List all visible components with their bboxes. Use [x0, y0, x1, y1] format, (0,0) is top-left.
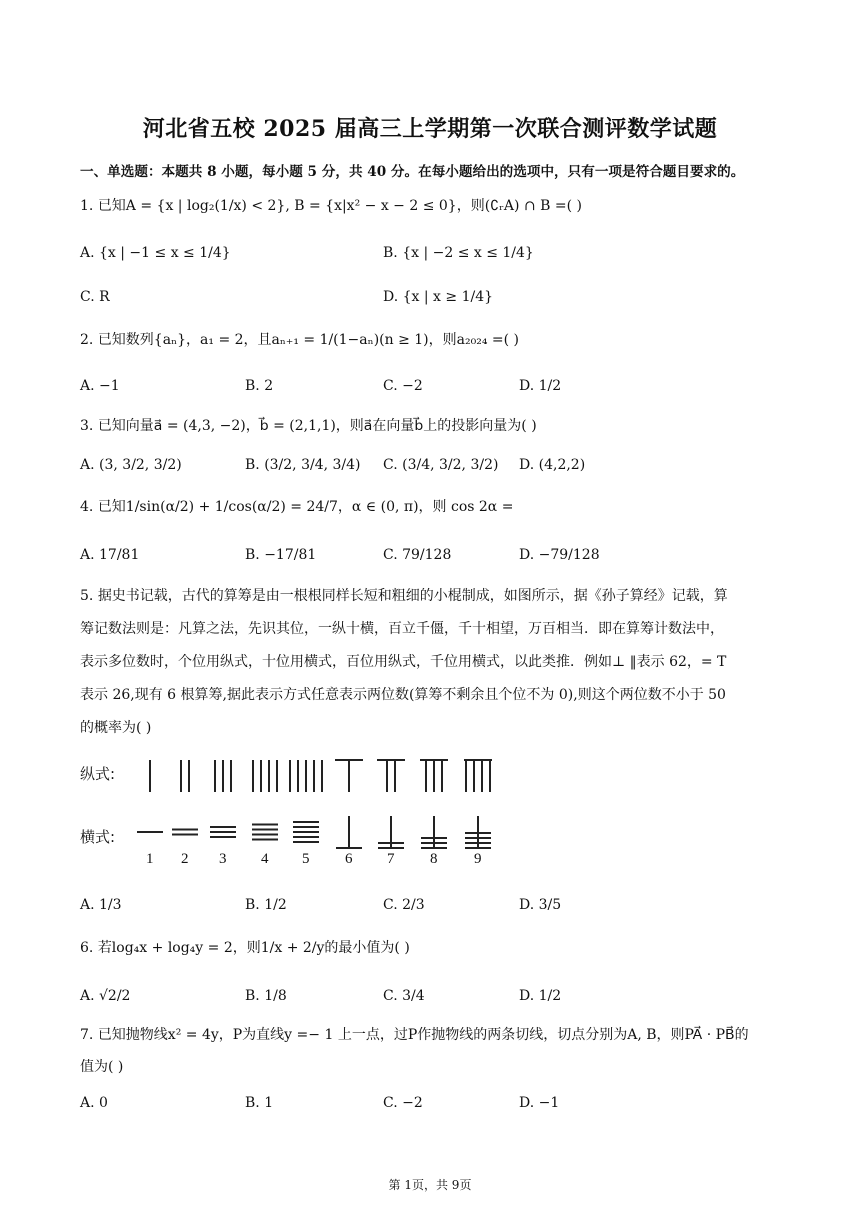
- q4-option-b: B. −17/81: [245, 547, 317, 563]
- q7-option-c: C. −2: [383, 1095, 423, 1111]
- horizontal-form-label: 横式:: [80, 828, 116, 846]
- rod-digit-label: 1: [146, 851, 154, 867]
- rod-digit-label: 4: [261, 851, 269, 867]
- question-6-stem: 若log₄x + log₄y = 2，则1/x + 2/y的最小值为( ): [97, 940, 410, 956]
- q5-line-2: 筹记数法则是：凡算之法，先识其位，一纵十横，百立千僵，千十相望，万百相当．即在算筹计数法中，: [80, 621, 724, 637]
- question-5: 5. 据史书记载，古代的算筹是由一根根同样长短和粗细的小棍制成，如图所示，据《孙子算经》记载，算 筹记数法则是：凡算之法，先识其位，一纵十横，百立千僵，千十相望，万百相当．即在算筹计数法中， 表示多位数时，个位用纵式，十位用横式，百位用纵式，千位用横式，以此类推．例如⊥ ‖表示 62，= T 表示 26,现有 6 根算筹,据此表示方式任意表示两位数(算筹不剩余且个位不为 0),则这个两位数不小于 50 的概率为( ): [80, 580, 780, 745]
- rod-digit-label: 2: [181, 851, 189, 867]
- q6-option-b: B. 1/8: [245, 988, 287, 1004]
- question-7: 7. 已知抛物线x² = 4y，P为直线y =− 1 上一点，过P作抛物线的两条切线，切点分别为A, B，则PA⃗ · PB⃗的 值为( ): [80, 1025, 780, 1077]
- q4-option-c: C. 79/128: [383, 547, 452, 563]
- question-1-stem: 已知A = {x | log₂(1/x) < 2}, B = {x|x² − x − 2 ≤ 0}，则(∁ᵣA) ∩ B =( ): [97, 198, 582, 214]
- q4-option-a: A. 17/81: [80, 547, 140, 563]
- rod-digit-label: 8: [430, 851, 438, 867]
- q5-line-5: 的概率为( ): [80, 720, 152, 736]
- q2-option-c: C. −2: [383, 378, 423, 394]
- vertical-form-label: 纵式:: [80, 765, 116, 783]
- q7-line-2: 值为( ): [80, 1059, 124, 1075]
- q3-option-a: A. (3, 3/2, 3/2): [80, 457, 182, 473]
- q5-line-1: 据史书记载，古代的算筹是由一根根同样长短和粗细的小棍制成，如图所示，据《孙子算经》记载，算: [97, 588, 728, 604]
- question-6: 6. 若log₄x + log₄y = 2，则1/x + 2/y的最小值为( ): [80, 940, 410, 956]
- q6-option-c: C. 3/4: [383, 988, 425, 1004]
- q2-option-d: D. 1/2: [519, 378, 562, 394]
- question-2: 2. 已知数列{aₙ}，a₁ = 2，且aₙ₊₁ = 1/(1−aₙ)(n ≥ 1)，则a₂₀₂₄ =( ): [80, 332, 519, 348]
- q1-option-c: C. R: [80, 289, 110, 305]
- q3-option-b: B. (3/2, 3/4, 3/4): [245, 457, 361, 473]
- page-footer: 第 1页，共 9页: [388, 1178, 472, 1192]
- q1-option-b: B. {x | −2 ≤ x ≤ 1/4}: [383, 245, 534, 261]
- q3-option-d: D. (4,2,2): [519, 457, 586, 473]
- question-1: 1. 已知A = {x | log₂(1/x) < 2}, B = {x|x² − x − 2 ≤ 0}，则(∁ᵣA) ∩ B =( ): [80, 198, 582, 214]
- q5-option-b: B. 1/2: [245, 897, 287, 913]
- q2-option-a: A. −1: [80, 378, 120, 394]
- rod-digit-label: 3: [219, 851, 227, 867]
- section-header: 一、单选题：本题共 8 小题，每小题 5 分，共 40 分。在每小题给出的选项中，只有一项是符合题目要求的。: [80, 164, 745, 180]
- question-4: 4. 已知1/sin(α/2) + 1/cos(α/2) = 24/7，α ∈ (0, π)，则 cos 2α =: [80, 499, 514, 515]
- q5-option-a: A. 1/3: [80, 897, 122, 913]
- q7-option-d: D. −1: [519, 1095, 560, 1111]
- q2-option-b: B. 2: [245, 378, 274, 394]
- q6-option-d: D. 1/2: [519, 988, 562, 1004]
- q5-line-3: 表示多位数时，个位用纵式，十位用横式，百位用纵式，千位用横式，以此类推．例如⊥ ‖表示 62，= T: [80, 654, 727, 670]
- rod-digit-label: 9: [474, 851, 482, 867]
- q7-option-a: A. 0: [80, 1095, 108, 1111]
- rod-digit-label: 5: [302, 851, 310, 867]
- question-3: 3. 已知向量a⃗ = (4,3, −2)，b⃗ = (2,1,1)，则a⃗在向量b⃗上的投影向量为( ): [80, 418, 537, 434]
- q7-line-1: 已知抛物线x² = 4y，P为直线y =− 1 上一点，过P作抛物线的两条切线，切点分别为A, B，则PA⃗ · PB⃗的: [97, 1027, 749, 1043]
- q5-option-c: C. 2/3: [383, 897, 425, 913]
- q5-option-d: D. 3/5: [519, 897, 562, 913]
- exam-title: 河北省五校 2025 届高三上学期第一次联合测评数学试题: [142, 116, 718, 142]
- question-2-stem: 已知数列{aₙ}，a₁ = 2，且aₙ₊₁ = 1/(1−aₙ)(n ≥ 1)，则a₂₀₂₄ =( ): [97, 332, 519, 348]
- rod-digit-label: 7: [387, 851, 395, 867]
- counting-rods-figure: [130, 752, 510, 862]
- q6-option-a: A. √2/2: [80, 988, 131, 1004]
- q7-option-b: B. 1: [245, 1095, 274, 1111]
- question-4-stem: 已知1/sin(α/2) + 1/cos(α/2) = 24/7，α ∈ (0, π)，则 cos 2α =: [97, 499, 514, 515]
- q4-option-d: D. −79/128: [519, 547, 600, 563]
- q1-option-a: A. {x | −1 ≤ x ≤ 1/4}: [80, 245, 231, 261]
- question-3-stem: 已知向量a⃗ = (4,3, −2)，b⃗ = (2,1,1)，则a⃗在向量b⃗上的投影向量为( ): [97, 418, 537, 434]
- q3-option-c: C. (3/4, 3/2, 3/2): [383, 457, 499, 473]
- q1-option-d: D. {x | x ≥ 1/4}: [383, 289, 494, 305]
- q5-line-4: 表示 26,现有 6 根算筹,据此表示方式任意表示两位数(算筹不剩余且个位不为 0),则这个两位数不小于 50: [80, 687, 726, 703]
- rod-digit-label: 6: [345, 851, 353, 867]
